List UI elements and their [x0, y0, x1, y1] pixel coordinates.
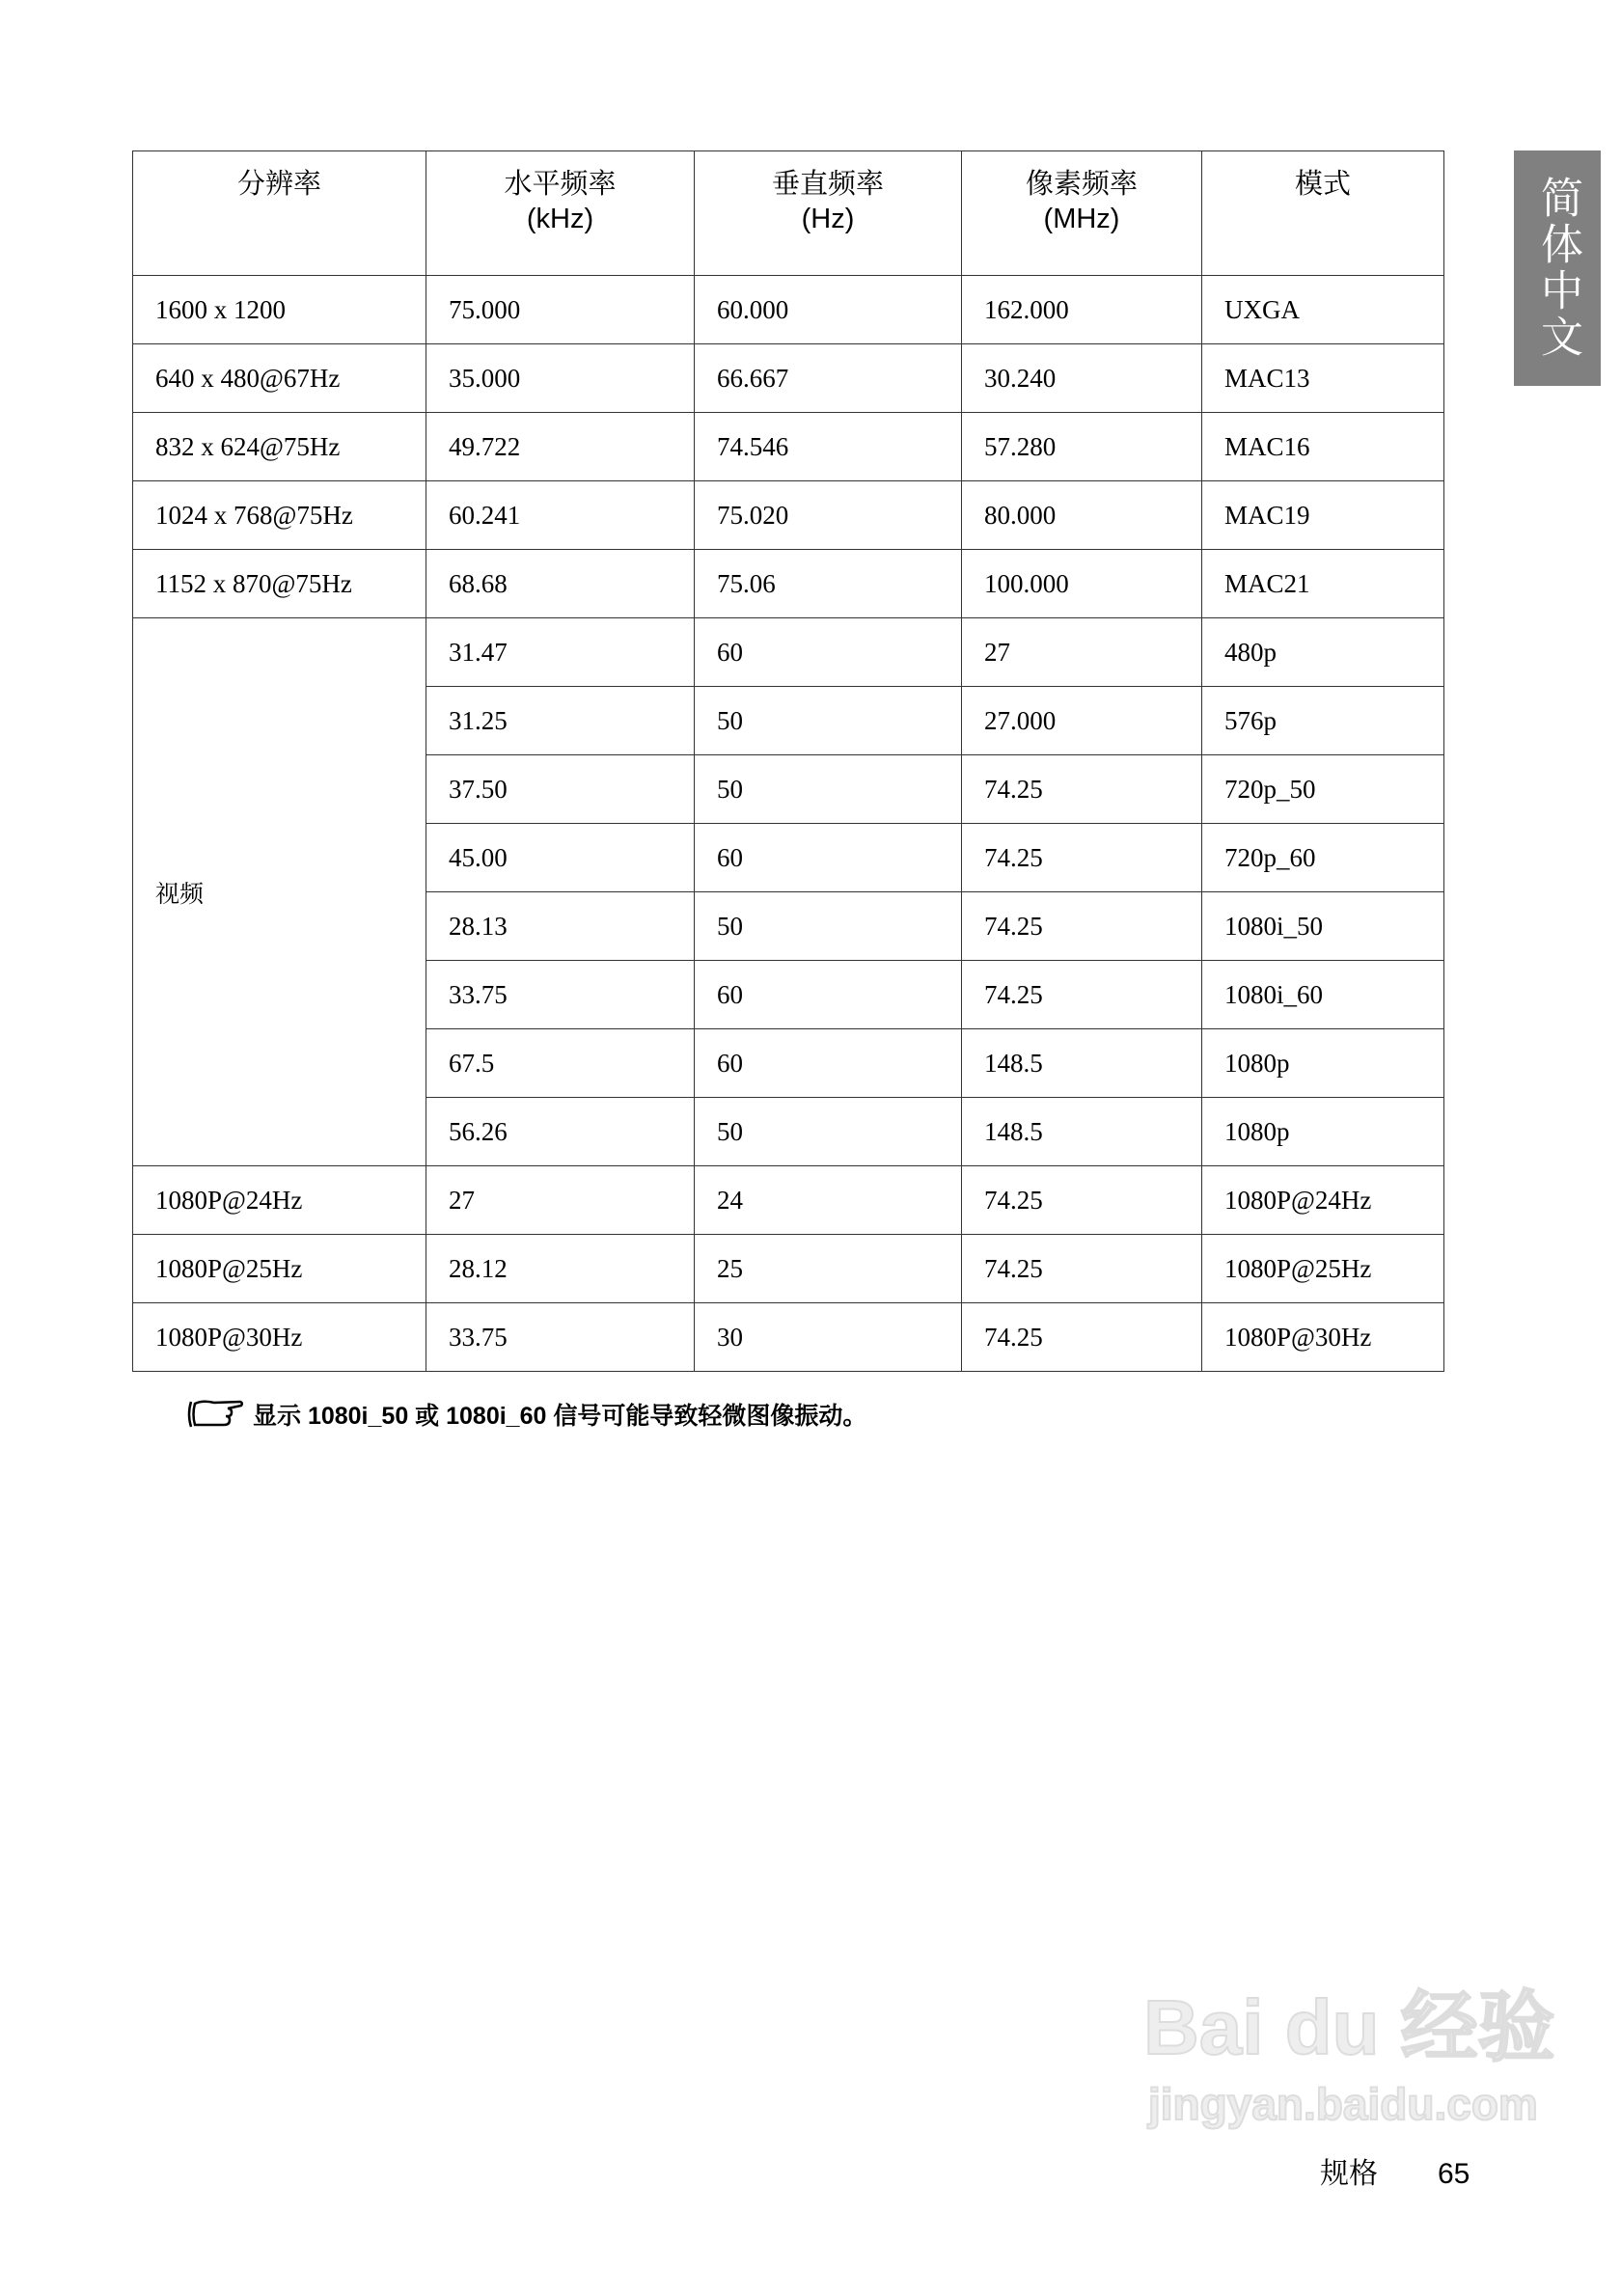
table-cell: 27.000 — [962, 687, 1202, 755]
table-cell: 35.000 — [426, 344, 695, 413]
column-header — [962, 151, 1202, 276]
table-row — [133, 481, 1444, 550]
watermark-logo-text: Bai du 经验 — [1143, 1984, 1555, 2070]
column-header — [426, 151, 695, 276]
table-cell: 640 x 480@67Hz — [133, 344, 426, 413]
table-cell: 1080P@24Hz — [133, 1166, 426, 1235]
table-cell: 832 x 624@75Hz — [133, 413, 426, 481]
table-cell: 60 — [695, 618, 962, 687]
table-cell: 480p — [1202, 618, 1444, 687]
table-cell: 74.25 — [962, 1166, 1202, 1235]
header-unit: (Hz) — [801, 204, 855, 234]
table-cell: 80.000 — [962, 481, 1202, 550]
table-row — [133, 276, 1444, 344]
table-cell: 74.25 — [962, 824, 1202, 892]
table-cell: 1600 x 1200 — [133, 276, 426, 344]
table-cell: 74.25 — [962, 755, 1202, 824]
table-cell: 75.06 — [695, 550, 962, 618]
table-cell: 60 — [695, 961, 962, 1029]
table-cell: 68.68 — [426, 550, 695, 618]
video-label-cell: 视频 — [133, 618, 426, 1166]
table-cell: 60 — [695, 1029, 962, 1098]
header-label: 像素频率 — [1025, 169, 1138, 200]
header-label: 分辨率 — [236, 169, 321, 200]
table-cell: UXGA — [1202, 276, 1444, 344]
table-cell: 1080P@25Hz — [133, 1235, 426, 1303]
table-cell: MAC13 — [1202, 344, 1444, 413]
table-cell: 1024 x 768@75Hz — [133, 481, 426, 550]
header-label: 垂直频率 — [771, 169, 884, 200]
table-row — [133, 550, 1444, 618]
table-cell: 60.241 — [426, 481, 695, 550]
table-cell: 56.26 — [426, 1098, 695, 1166]
table-row — [133, 1166, 1444, 1235]
table-cell: MAC21 — [1202, 550, 1444, 618]
table-cell: 27 — [962, 618, 1202, 687]
table-cell: 74.546 — [695, 413, 962, 481]
table-cell: 148.5 — [962, 1098, 1202, 1166]
table-cell: MAC19 — [1202, 481, 1444, 550]
table-cell: 27 — [426, 1166, 695, 1235]
table-cell: 576p — [1202, 687, 1444, 755]
table-cell: 74.25 — [962, 1235, 1202, 1303]
note — [185, 1397, 866, 1432]
table-cell: 74.25 — [962, 892, 1202, 961]
table-row — [133, 1235, 1444, 1303]
table-cell: 57.280 — [962, 413, 1202, 481]
table-cell: 720p_50 — [1202, 755, 1444, 824]
table-cell: 30.240 — [962, 344, 1202, 413]
table-cell: 50 — [695, 892, 962, 961]
header-label: 模式 — [1294, 169, 1351, 200]
table-row — [133, 618, 1444, 687]
table-row — [133, 413, 1444, 481]
table-row — [133, 1303, 1444, 1372]
table-cell: 25 — [695, 1235, 962, 1303]
table-cell: 50 — [695, 687, 962, 755]
footer-section: 规格 — [1320, 2158, 1378, 2190]
table-cell: 33.75 — [426, 1303, 695, 1372]
table-cell: 75.000 — [426, 276, 695, 344]
table-cell: 1080i_60 — [1202, 961, 1444, 1029]
table-cell: 162.000 — [962, 276, 1202, 344]
table-cell: 1080P@30Hz — [133, 1303, 426, 1372]
table-cell: 24 — [695, 1166, 962, 1235]
table-cell: 33.75 — [426, 961, 695, 1029]
table-cell: 74.25 — [962, 961, 1202, 1029]
table-cell: 66.667 — [695, 344, 962, 413]
table-cell: 1080p — [1202, 1098, 1444, 1166]
table-cell: 75.020 — [695, 481, 962, 550]
timing-table — [132, 150, 1444, 1372]
table-cell: 60 — [695, 824, 962, 892]
table-cell: 31.47 — [426, 618, 695, 687]
table-cell: 28.12 — [426, 1235, 695, 1303]
table-cell: 148.5 — [962, 1029, 1202, 1098]
table-cell: 45.00 — [426, 824, 695, 892]
pointing-hand-icon — [185, 1398, 245, 1431]
table-cell: 100.000 — [962, 550, 1202, 618]
page-number: 65 — [1438, 2158, 1470, 2190]
table-cell: 50 — [695, 755, 962, 824]
table-cell: 60.000 — [695, 276, 962, 344]
language-tab: 简体中文 — [1514, 150, 1601, 386]
table-cell: 37.50 — [426, 755, 695, 824]
watermark-logo — [1143, 1984, 1555, 2132]
table-cell: 1080P@24Hz — [1202, 1166, 1444, 1235]
table-cell: 67.5 — [426, 1029, 695, 1098]
column-header — [133, 151, 426, 276]
table-cell: 28.13 — [426, 892, 695, 961]
table-cell: 720p_60 — [1202, 824, 1444, 892]
table-cell: 1080P@30Hz — [1202, 1303, 1444, 1372]
table-cell: 1080P@25Hz — [1202, 1235, 1444, 1303]
table-cell: 49.722 — [426, 413, 695, 481]
header-unit: (kHz) — [526, 204, 594, 234]
table-cell: 74.25 — [962, 1303, 1202, 1372]
header-label: 水平频率 — [504, 169, 617, 200]
table-cell: 30 — [695, 1303, 962, 1372]
table-cell: MAC16 — [1202, 413, 1444, 481]
table-header-row — [133, 151, 1444, 276]
watermark-url-text: jingyan.baidu.com — [1148, 2079, 1538, 2129]
table-cell: 1152 x 870@75Hz — [133, 550, 426, 618]
table-cell: 50 — [695, 1098, 962, 1166]
table-cell: 1080i_50 — [1202, 892, 1444, 961]
table-cell: 31.25 — [426, 687, 695, 755]
table-cell: 1080p — [1202, 1029, 1444, 1098]
table-row — [133, 344, 1444, 413]
note-text: 显示 1080i_50 或 1080i_60 信号可能导致轻微图像振动。 — [253, 1403, 867, 1430]
header-unit: (MHz) — [1043, 204, 1120, 234]
column-header — [695, 151, 962, 276]
column-header — [1202, 151, 1444, 276]
